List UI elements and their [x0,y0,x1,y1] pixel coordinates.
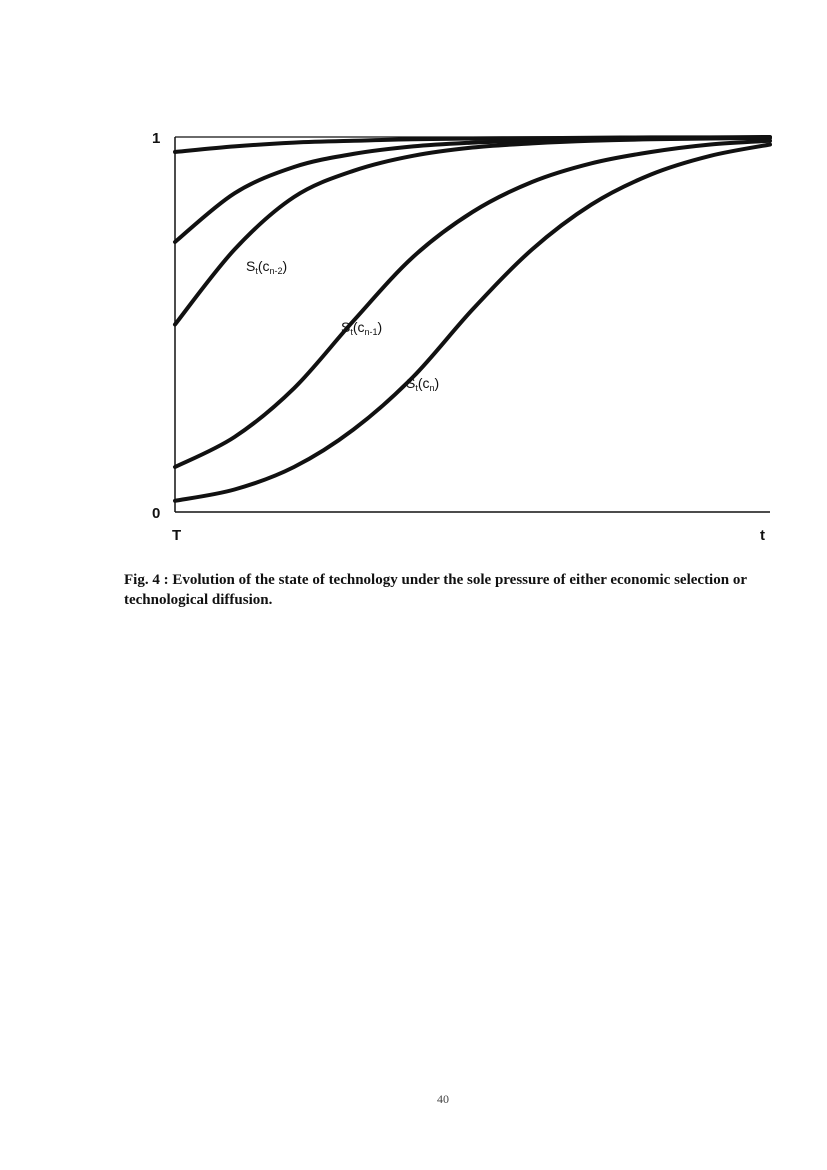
series-line-5 [175,145,770,501]
label-paren-close: ) [377,319,383,335]
y-tick-label-1: 1 [152,130,161,147]
y-tick-label-0: 0 [152,505,161,522]
curve-label-cn-1 [341,319,382,337]
label-paren-open: ( [257,258,263,274]
label-sub-t: t [255,266,258,276]
curve-label-cn-2 [246,258,287,276]
page-number: 40 [437,1092,449,1106]
figure-caption: Fig. 4 : Evolution of the state of technology under the sole pressure of either economic selection or technological diffusion. [124,572,747,608]
label-base: S [406,375,416,391]
label-sub-n: n-1 [364,327,378,337]
label-paren-close: ) [434,375,440,391]
x-tick-label-end: t [760,527,765,544]
series-line-4 [175,141,770,467]
curve-label-cn [406,375,439,393]
label-var: c [357,319,365,335]
label-base: S [246,258,256,274]
curves [175,137,770,501]
label-var: c [422,375,430,391]
label-paren-close: ) [282,258,288,274]
label-sub-t: t [415,383,418,393]
series-line-2 [175,137,770,242]
label-paren-open: ( [417,375,423,391]
axes [175,137,770,512]
label-sub-n: n [429,383,435,393]
label-paren-open: ( [352,319,358,335]
x-tick-label-start: T [172,527,182,544]
label-sub-n: n-2 [269,266,283,276]
label-base: S [341,319,351,335]
label-sub-t: t [350,327,353,337]
label-var: c [262,258,270,274]
